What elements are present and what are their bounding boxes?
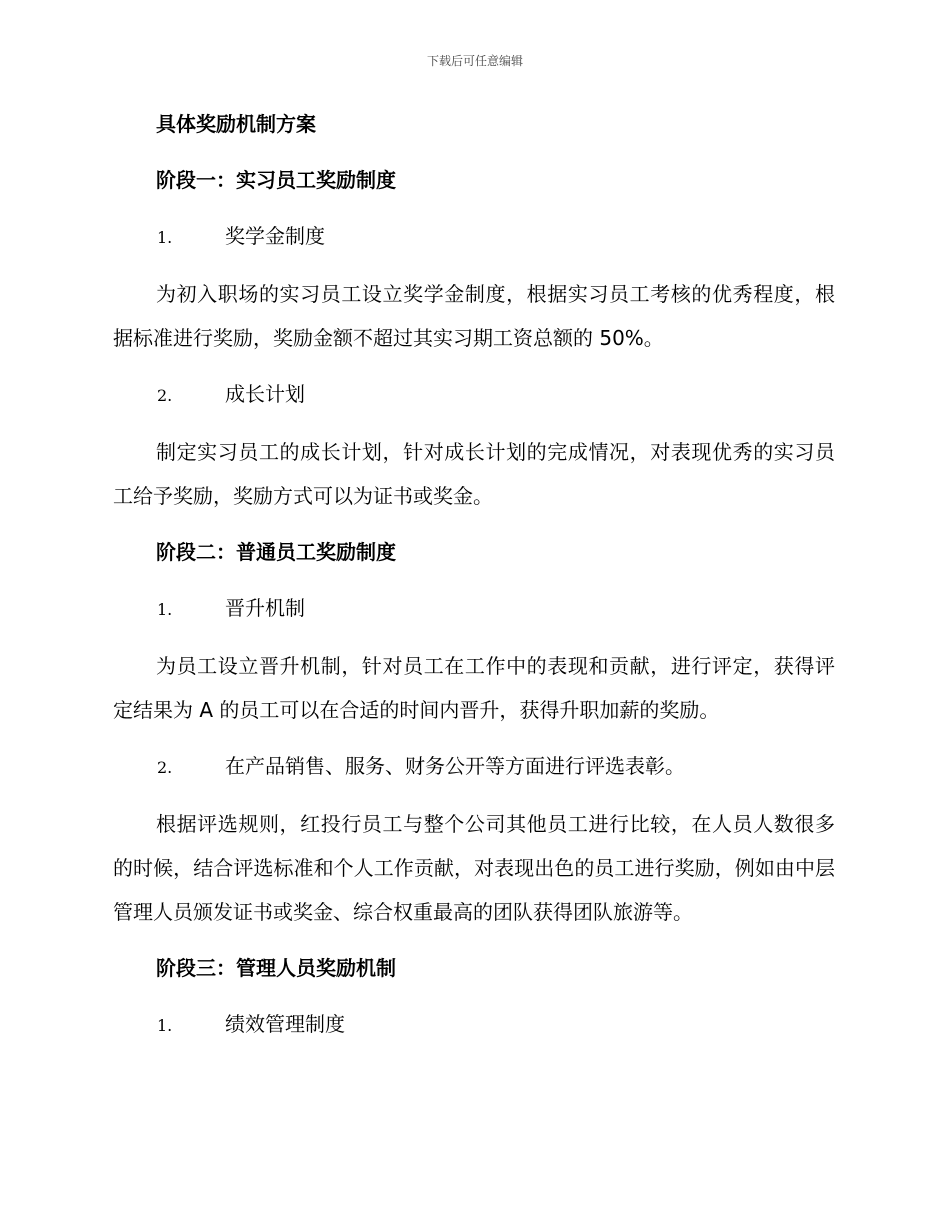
- document-title: 具体奖励机制方案: [156, 112, 316, 136]
- list-item-number: 2.: [157, 758, 173, 777]
- document-body: [113, 108, 835, 1066]
- list-item: [113, 378, 835, 412]
- list-item-number: 1.: [157, 228, 173, 247]
- header-note: 下载后可任意编辑: [426, 54, 523, 68]
- list-item: [113, 750, 835, 784]
- list-item: [113, 592, 835, 626]
- list-item: [113, 1008, 835, 1042]
- paragraph: 根据评选规则，红投行员工与整个公司其他员工进行比较，在人员人数很多的时候，结合评选标准和个人工作贡献，对表现出色的员工进行奖励，例如由中层管理人员颁发证书或奖金、综合权重最高的团队获得团队旅游等。: [113, 812, 835, 924]
- list-item-number: 2.: [157, 386, 173, 405]
- list-item-text: 奖学金制度: [225, 224, 325, 248]
- paragraph: 为初入职场的实习员工设立奖学金制度，根据实习员工考核的优秀程度，根据标准进行奖励，奖励金额不超过其实习期工资总额的 50%。: [113, 282, 835, 350]
- paragraph: 制定实习员工的成长计划，针对成长计划的完成情况，对表现优秀的实习员工给予奖励，奖励方式可以为证书或奖金。: [113, 440, 835, 508]
- section-heading-stage-3: 阶段三：管理人员奖励机制: [156, 956, 396, 980]
- list-item-text: 在产品销售、服务、财务公开等方面进行评选表彰。: [225, 754, 685, 778]
- list-item-text: 成长计划: [225, 382, 305, 406]
- list-item-number: 1.: [157, 1016, 173, 1035]
- list-item-text: 晋升机制: [225, 596, 305, 620]
- list-item: [113, 220, 835, 254]
- section-heading-stage-2: 阶段二：普通员工奖励制度: [156, 540, 396, 564]
- list-item-text: 绩效管理制度: [225, 1012, 345, 1036]
- paragraph: 为员工设立晋升机制，针对员工在工作中的表现和贡献，进行评定，获得评定结果为 A 的员工可以在合适的时间内晋升，获得升职加薪的奖励。: [113, 654, 835, 722]
- list-item-number: 1.: [157, 600, 173, 619]
- section-heading-stage-1: 阶段一：实习员工奖励制度: [156, 168, 396, 192]
